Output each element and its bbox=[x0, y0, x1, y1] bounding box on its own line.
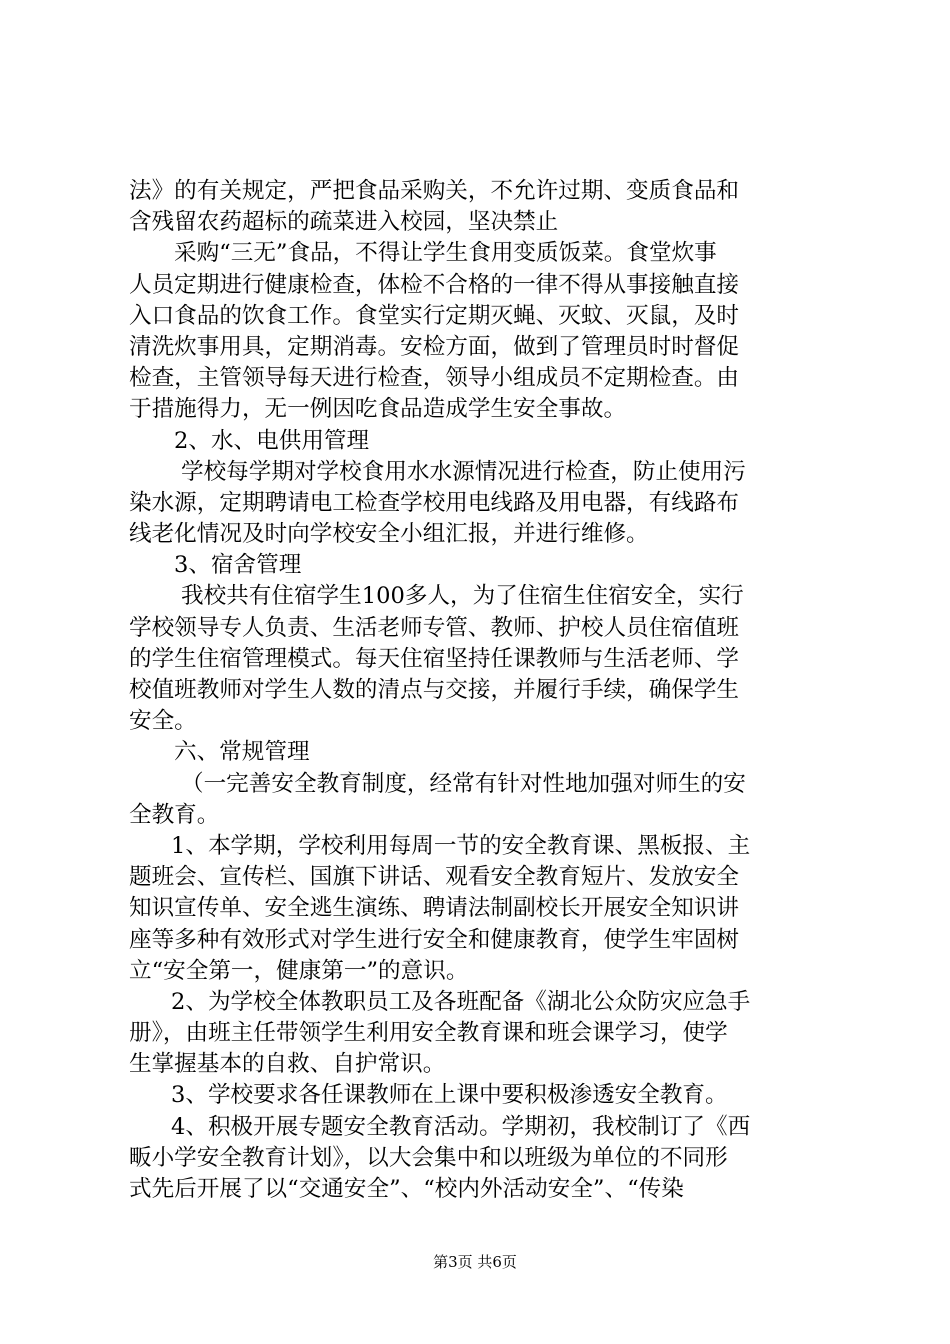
text-line: 3、学校要求各任课教师在上课中要积极渗透安全教育。 bbox=[171, 1082, 728, 1109]
text-line: 立“安全第一，健康第一”的意识。 bbox=[129, 957, 469, 984]
section-heading: 六、常规管理 bbox=[174, 739, 310, 766]
text-line: 含残留农药超标的疏菜进入校园，坚决禁止 bbox=[129, 209, 559, 236]
text-line: 题班会、宣传栏、国旗下讲话、观看安全教育短片、发放安全 bbox=[129, 864, 740, 891]
text-line: 册》，由班主任带领学生利用安全教育课和班会课学习，使学 bbox=[129, 1020, 728, 1047]
text-line: 检查，主管领导每天进行检查，领导小组成员不定期检查。由 bbox=[129, 365, 740, 392]
section-heading: 2、水、电供用管理 bbox=[174, 427, 370, 454]
text-line: 人员定期进行健康检查，体检不合格的一律不得从事接触直接 bbox=[129, 271, 740, 298]
document-body bbox=[129, 176, 829, 1205]
text-line: 式先后开展了以“交通安全”、“校内外活动安全”、“传染 bbox=[129, 1176, 684, 1202]
text-line: 1、本学期，学校利用每周一节的安全教育课、黑板报、主 bbox=[171, 832, 751, 859]
text-line: 学校领导专人负责、生活老师专管、教师、护校人员住宿值班 bbox=[129, 614, 740, 641]
text-line: （一完善安全教育制度，经常有针对性地加强对师生的安 bbox=[181, 770, 746, 797]
text-line: 清洗炊事用具，定期消毒。安检方面，做到了管理员时时督促 bbox=[129, 333, 740, 360]
text-line: 生掌握基本的自救、自护常识。 bbox=[129, 1051, 446, 1078]
text-line: 2、为学校全体教职员工及各班配备《湖北公众防灾应急手 bbox=[171, 988, 751, 1015]
text-line: 学校每学期对学校食用水水源情况进行检查，防止使用污 bbox=[181, 458, 746, 485]
text-line: 采购“三无”食品，不得让学生食用变质饭菜。食堂炊事 bbox=[174, 240, 717, 267]
text-line: 4、积极开展专题安全教育活动。学期初，我校制订了《西 bbox=[171, 1113, 751, 1140]
text-line: 的学生住宿管理模式。每天住宿坚持任课教师与生活老师、学 bbox=[129, 645, 740, 672]
text-line: 染水源，定期聘请电工检查学校用电线路及用电器，有线路布 bbox=[129, 489, 740, 516]
text-line: 畈小学安全教育计划》，以大会集中和以班级为单位的不同形 bbox=[129, 1144, 728, 1171]
text-line: 我校共有住宿学生100多人，为了住宿生住宿安全，实行 bbox=[181, 583, 744, 610]
text-line: 安全。 bbox=[129, 708, 197, 735]
text-line: 于措施得力，无一例因吃食品造成学生安全事故。 bbox=[129, 396, 627, 423]
page-number-footer: 第3页 共6页 bbox=[433, 1253, 517, 1271]
text-line: 座等多种有效形式对学生进行安全和健康教育，使学生牢固树 bbox=[129, 926, 740, 953]
text-line: 知识宣传单、安全逃生演练、聘请法制副校长开展安全知识讲 bbox=[129, 895, 740, 922]
section-heading: 3、宿舍管理 bbox=[174, 552, 302, 579]
text-line: 入口食品的饮食工作。食堂实行定期灭蝇、灭蚊、灭鼠，及时 bbox=[129, 302, 740, 329]
text-line: 法》的有关规定，严把食品采购关，不允许过期、变质食品和 bbox=[129, 178, 740, 204]
text-line: 校值班教师对学生人数的清点与交接，并履行手续，确保学生 bbox=[129, 677, 740, 703]
text-line: 全教育。 bbox=[129, 801, 220, 828]
text-line: 线老化情况及时向学校安全小组汇报，并进行维修。 bbox=[129, 521, 649, 548]
